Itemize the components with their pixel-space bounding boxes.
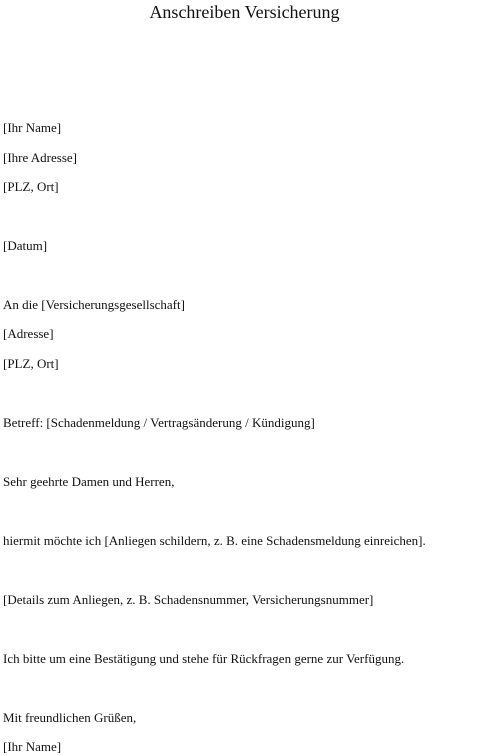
body-paragraph: [Details zum Anliegen, z. B. Schadensnummer, Versicherungsnummer] bbox=[3, 592, 374, 607]
subject-line: Betreff: [Schadenmeldung / Vertragsänderung / Kündigung] bbox=[3, 415, 315, 430]
recipient-line: An die [Versicherungsgesellschaft] bbox=[3, 297, 185, 312]
body-paragraph: hiermit möchte ich [Anliegen schildern, z. B. eine Schadensmeldung einreichen]. bbox=[3, 533, 426, 548]
body-paragraph: Ich bitte um eine Bestätigung und stehe für Rückfragen gerne zur Verfügung. bbox=[3, 651, 405, 666]
signature-name: [Ihr Name] bbox=[3, 739, 62, 754]
document-title: Anschreiben Versicherung bbox=[149, 2, 340, 22]
recipient-city: [PLZ, Ort] bbox=[3, 356, 59, 371]
sender-name: [Ihr Name] bbox=[3, 120, 62, 135]
recipient-address: [Adresse] bbox=[3, 326, 54, 341]
closing: Mit freundlichen Grüßen, bbox=[3, 710, 137, 725]
sender-address: [Ihre Adresse] bbox=[3, 150, 77, 165]
letter-date: [Datum] bbox=[3, 238, 48, 253]
salutation: Sehr geehrte Damen und Herren, bbox=[3, 474, 175, 489]
sender-city: [PLZ, Ort] bbox=[3, 179, 59, 194]
